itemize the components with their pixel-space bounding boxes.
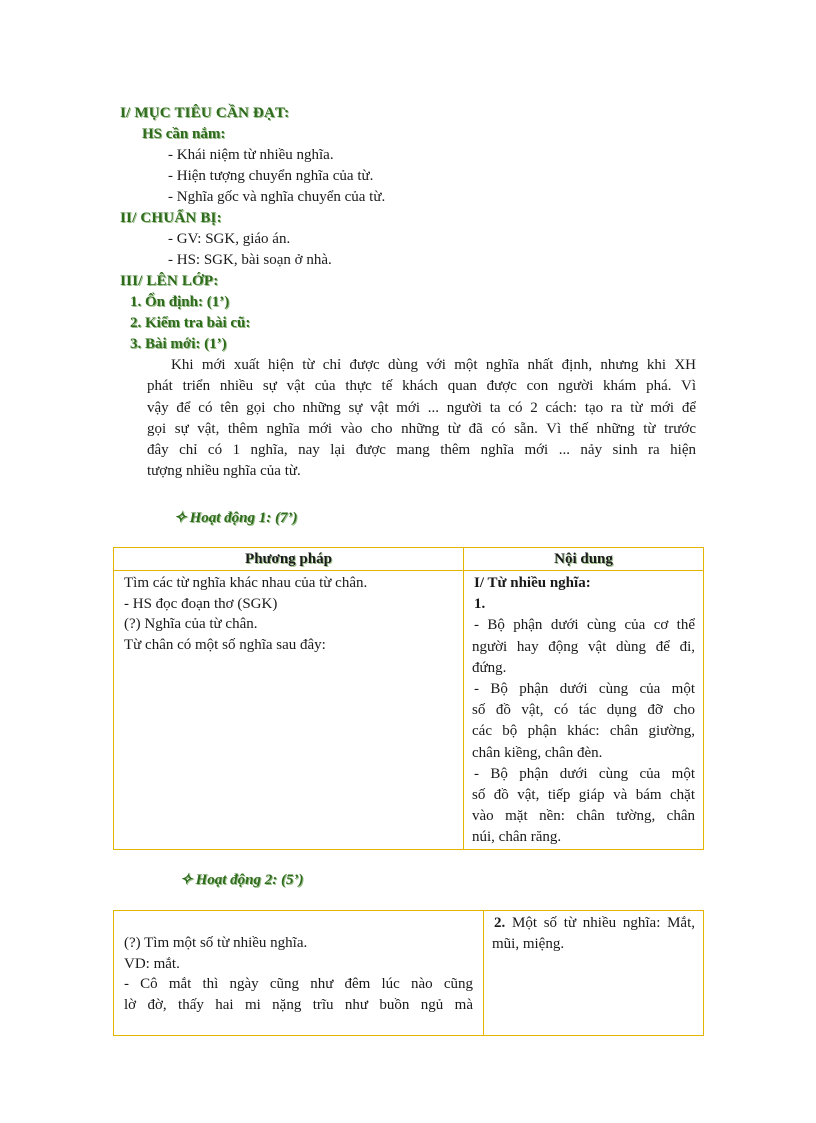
content-number: 1. (474, 596, 486, 613)
content-line: núi, chân răng. (472, 829, 562, 846)
content-line (492, 913, 695, 934)
intro-paragraph (147, 355, 696, 483)
section1-heading: I/ MỤC TIÊU CẦN ĐẠT: (120, 105, 290, 121)
section2-item: - HS: SGK, bài soạn ở nhà. (168, 252, 332, 268)
section2-heading: II/ CHUẨN BỊ: (120, 210, 222, 226)
section3-step: 3. Bài mới: (1’) (130, 336, 227, 352)
method-line: (?) Tìm một số từ nhiều nghĩa. (124, 935, 308, 951)
method-line: Tìm các từ nghĩa khác nhau của từ chân. (124, 575, 368, 591)
intro-line: đây chỉ có 1 nghĩa, nay lại được mang thêm nghĩa mới ... nảy sinh ra hiện (147, 442, 696, 459)
method-line: - Cô mắt thì ngày cũng như đêm lúc nào cũng (124, 976, 473, 992)
content-line: số đồ vật, có tác dụng đỡ cho (472, 702, 695, 719)
activity2-title (180, 870, 304, 889)
star-icon: ✧ (174, 510, 187, 526)
content-line: số đồ vật, tiếp giáp và bám chặt (472, 787, 695, 804)
activity1-title-text: Hoạt động 1: (7’) (189, 510, 298, 526)
activity1-title (174, 508, 298, 527)
content-line: - Bộ phận dưới cùng của một (474, 765, 695, 782)
activity1-table (113, 547, 704, 850)
method-line: (?) Nghĩa của từ chân. (124, 616, 258, 632)
content-cell (464, 571, 704, 850)
content-number: 2. (494, 915, 506, 931)
method-cell (114, 571, 464, 850)
method-line: VD: mắt. (124, 955, 180, 972)
intro-line: phát triển nhiều sự vật của thực tế khách quan được con người khám phá. Vì (147, 378, 696, 395)
method-line: Từ chân có một số nghĩa sau đây: (124, 636, 326, 653)
content-line: đứng. (472, 659, 507, 676)
section3-step: 1. Ổn định: (1’) (130, 294, 230, 310)
table-row (114, 911, 704, 1036)
activity2-table (113, 910, 704, 1036)
content-line: người hay động vật dùng để đi, (472, 638, 695, 655)
table-header-row (114, 548, 704, 571)
intro-line: tượng nhiều nghĩa của từ. (147, 463, 301, 480)
content-cell (484, 911, 704, 1036)
col-header-method: Phương pháp (114, 548, 464, 571)
intro-line: vậy để có tên gọi cho những sự vật mới ... người ta có 2 cách: tạo ra từ mới để (147, 399, 696, 416)
content-line: chân kiềng, chân đèn. (472, 744, 603, 761)
content-line: - Bộ phận dưới cùng của một (474, 681, 695, 698)
intro-line: gọi sự vật, thêm nghĩa mới vào cho những từ đã có sẵn. Vì thế những từ trước (147, 420, 696, 437)
content-line: các bộ phận khác: chân giường, (472, 723, 695, 740)
col-header-content: Nội dung (464, 548, 704, 571)
content-title: I/ Từ nhiều nghĩa: (474, 575, 591, 591)
content-line: vào mặt nền: chân tường, chân (472, 808, 695, 825)
activity2-title-text: Hoạt động 2: (5’) (195, 872, 304, 888)
section3-step: 2. Kiểm tra bài cũ: (130, 315, 251, 331)
content-line: mũi, miệng. (492, 936, 565, 953)
section3-heading: III/ LÊN LỚP: (120, 273, 219, 289)
section1-item: - Nghĩa gốc và nghĩa chuyển của từ. (168, 189, 386, 205)
method-cell (114, 911, 484, 1036)
section2-item: - GV: SGK, giáo án. (168, 231, 291, 247)
star-icon: ✧ (180, 872, 193, 888)
table-row (114, 571, 704, 850)
content-line: - Bộ phận dưới cùng của cơ thể (474, 617, 695, 634)
method-line: lờ đờ, thấy hai mi nặng trĩu như buồn ngủ mà (124, 996, 473, 1013)
section1-item: - Hiện tượng chuyển nghĩa của từ. (168, 168, 374, 184)
intro-line: Khi mới xuất hiện từ chỉ được dùng với một nghĩa nhất định, nhưng khi XH (171, 357, 696, 373)
content-text: Một số từ nhiều nghĩa: Mắt, (511, 915, 696, 931)
section1-item: - Khái niệm từ nhiều nghĩa. (168, 147, 334, 163)
method-line: - HS đọc đoạn thơ (SGK) (124, 595, 278, 612)
section1-subheading: HS cần nắm: (142, 126, 226, 142)
